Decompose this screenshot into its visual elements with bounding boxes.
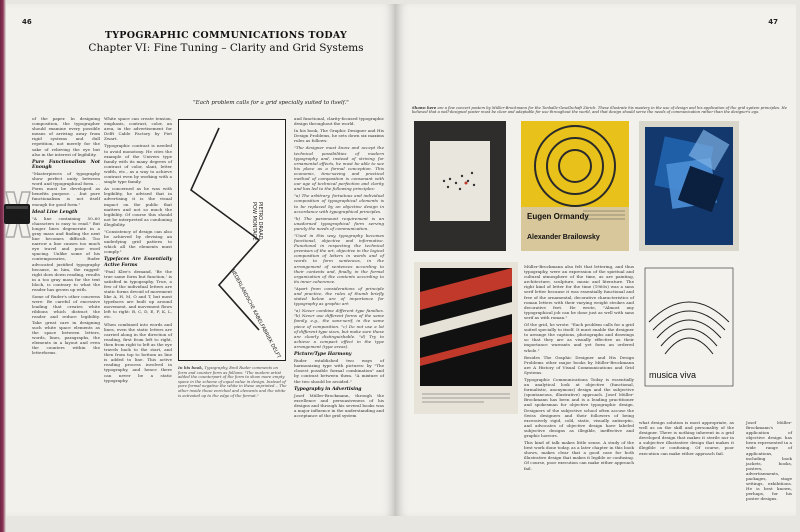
subheading: Pure Functionalism Not Enough xyxy=(32,159,100,170)
text-column-3 xyxy=(294,116,384,514)
page-number-right: 47 xyxy=(768,18,778,26)
paragraph: As concerned as he was with legibility, he advised that in advertising it is the visual impact on the public that matters and not so much the legibility. Of course this should not be interpreted as condoning illegibility. xyxy=(104,186,172,227)
right-text-column-3 xyxy=(746,420,792,510)
poster-pianist-name: Alexander Brailowsky xyxy=(527,234,600,241)
paragraph: "Consistency of design can also be achieved by devising an underlying grid pattern to which all the elements must comply." xyxy=(104,228,172,255)
paragraph: "Used in this way, typography becomes functional, objective and informative. Functional in respecting the technical premises of the art, objective in the logical composition of letters in words and of words to form sentences, in the arrangement of sentences according to their contents and, finally, in the formal organization of the contents according to its inner coherence. xyxy=(294,232,384,284)
poster-red-bands xyxy=(414,262,518,414)
poster-musica-viva xyxy=(639,262,739,414)
paragraph: "Masterpieces of typography show perfect unity between word and typographical form. . . Form must be developed as benefits purpose. . .but pure functionalism is not itself enough for good form." xyxy=(32,170,100,207)
poster-yellow-circles xyxy=(521,121,629,251)
chapter-header xyxy=(66,30,386,54)
paragraph: "b) The paramount requirement is an unadorned typographical form serving purely the needs of communication. xyxy=(294,215,384,231)
paragraph: "a) Never combine different type families. "b) Never use different forms of the same family, e.g., the sans-serif, in the same piece of composition. "c) Do not use a lot of different type sizes, but make sure these are clearly distinguishable. "d) Try to achieve a compact effect in the type arrangement (type areas). xyxy=(294,308,384,349)
zwart-advertisement-figure xyxy=(178,119,286,361)
subheading: Typography in Advertising xyxy=(294,386,362,392)
poster-conductor-name: Eugen Ormandy xyxy=(527,212,589,221)
subheading: Typefaces Are Essentially Active Forms xyxy=(104,257,172,268)
paragraph: what design solution is most appropriate, as well as on the skill and personality of the designer. There is nothing inherent in a grid developed design that makes it sterile nor in a subjective illustrative design that makes it illegible or confusing. Of course, poor execution can make either approach fail. xyxy=(639,420,734,456)
right-text-column-2 xyxy=(639,420,734,510)
text-column-2 xyxy=(104,116,172,514)
paragraph: This kind of talk makes little sense. A study of the best work done today, as a later chapter in this book shows, makes clear that a good case for both illustrative design that makes it legible or confusing. Of course, poor execution can make either approach fail. xyxy=(524,440,634,471)
paragraph: In his book, The Graphic Designer and His Design Problems, he sets down six maxims rules as follows: xyxy=(294,128,384,144)
paragraph: "Apart from considerations of principle and practice, the rules of thumb briefly stated below are of importance for typography as graphic art: xyxy=(294,285,384,307)
right-text-column-1 xyxy=(524,264,634,504)
posters-caption xyxy=(412,106,788,115)
subheading: Ideal Line Length xyxy=(32,209,78,215)
paragraph: Müller-Brockmann also felt that lettering, and thus typography, were an expression of the spiritual and cultural atmosphere of the time, as are painting, architecture, sculpture, music and literature. The right kind of letter for the time (1960s) was a sans serif letter because it was essentially functional and free of the ornamental, decorative characteristics of roman letters with their varying weight strokes and decorative feet. He wrote, "Almost any typographical job can be done just as well with sans serif as with roman." xyxy=(524,264,634,320)
binder-clip-icon xyxy=(0,190,36,240)
running-title: TYPOGRAPHIC COMMUNICATIONS TODAY xyxy=(104,30,348,41)
paragraph: Josef Müller-Brockmann, through the excellence and persuasiveness of his designs and through his several books was a major influence in the understanding and acceptance of the grid system xyxy=(294,392,384,419)
paragraph: "a) The arbitrary, fortuitous and individual composition of typographical elements is to be replaced by an objective design in accordance with typographical principles. xyxy=(294,193,384,214)
paragraph: Typographic contrast is needed to avoid monotony. He cites the example of the Univers type family with its many degrees of contrast of color, slant, letter width, etc., as a way to achieve contrast even by working with a single type family. xyxy=(104,143,172,185)
figure-vertical-text: NEDERLANDSCHE KABELFABRIEK DELFT xyxy=(229,268,282,360)
paragraph: Of the grid, he wrote: "Each problem calls for a grid suited specially to itself. It must enable the designer to arrange the captions, photographs and drawings so that they are as visually effective as their importance warrants and yet form an ordered whole." xyxy=(524,322,634,353)
zigzag-graphic xyxy=(179,120,285,360)
poster-title: musica viva xyxy=(649,370,697,380)
paragraph: Some of Ruder's other concerns were: Be careful of excessive leading that creates white ribbons which distract the reader and reduce legibility. Take great care in designing such white space elements as the space between letters, words, lines, paragraphs, the elements in a layout and even the counters within the letterforms. xyxy=(32,294,100,356)
page-number-left: 46 xyxy=(22,18,32,26)
figure-label-2: POW MONTAGE xyxy=(251,202,257,241)
paragraph: Ruder established two ways of harmonizing type with pictures: by "The closest possible formal combination" and by contrast between them. "A mixture of the two should be avoided." xyxy=(294,358,384,384)
figure-label-1: PIETRO DRAAD xyxy=(257,202,263,240)
pull-quote: "Each problem calls for a grid specially suited to itself." xyxy=(193,100,349,106)
text-column-1 xyxy=(32,116,100,514)
left-page xyxy=(6,4,396,516)
chapter-title: Chapter VI: Fine Tuning – Clarity and Grid Systems xyxy=(88,42,364,54)
right-page xyxy=(396,4,796,516)
paragraph: of the paper. In designing composition, the typographer should examine every possible means of arriving away from rigid systems and dull repetition, not merely for the sake of relieving the eye but also in the interest of legibility. xyxy=(32,116,100,157)
paragraph: Josef Müller-Brockmann's application of objective design has been represented in a wide range of applications, including book jackets, books, posters, advertisements, packages, stage settings, exhibitions. He is best known, perhaps, for his poster designs. xyxy=(746,420,792,502)
caption-text: Typography, Emil Ruder comments on form and counter form as follows: "The modern artist added the counterpart of the form to show more empty space in the scheme of equal value in design. Instead of pure formal negative the white in these unprinted... The other inside these enriched and elements and the white is activated up to the edge of the format." xyxy=(178,365,287,398)
paragraph: White space can create tension, emphasis, contrast, color, an area, in the advertisement for Delft Cable Factory by Piet Zwart. xyxy=(104,116,172,142)
paragraph: "Paul Klee's demand, 'Be the true same form but function,' is satisfied in typography. True, a few of the individual letters are static forms devoid of movement like A, H, M, O and T, but most typefaces are built up around movement, and movement flows left to right: B, C, D, E, F, K, L, etc. xyxy=(104,268,172,320)
paragraph: When combined into words and lines, even the static letters are carried along in the direction of reading, first from left to right, then from right to left as the eye travels back to the start, and then from top to bottom as line is added to line. This active reading process involved in typography, and hence there can never be a static typography. xyxy=(104,321,172,383)
caption-lead: In his book, xyxy=(178,365,204,370)
subheading: Picture/Type Harmony xyxy=(294,352,352,358)
paragraph: "The designer must know and accept the technical possibilities of modern typography and, instead of striving for ornamental effects, he must be able to see his place as a formal conception. This economic, time-saving and practical method of composition is consonant with our age of technical perfection and clarity and has led to the following principles: xyxy=(294,145,384,192)
figure-caption xyxy=(178,366,288,398)
caption-lead: Shown here xyxy=(412,106,437,110)
poster-dark-dots xyxy=(414,121,506,251)
paragraph: "A line containing 50–60 characters is easy to read." But longer lines degenerate in a gray mass and finding the next line becomes difficult. Too narrow a line causes too much eye travel and poor word spacing. Unlike some of his contemporaries, Ruder advocated justified typography because, in him, the ragged-right does down reading, results in a too gray mass for the text block, is contrary to what the reader has grown up with. xyxy=(32,215,100,292)
paragraph: Besides The Graphic Designer and His Design Problems other major books by Müller-Brockmann are A History of Visual Communications and Grid Systems. xyxy=(524,354,634,375)
paragraph: and functional, clarity-focused typographic design throughout the world. xyxy=(294,116,384,127)
poster-blue-squares xyxy=(639,121,739,251)
paragraph: Typographic Communications Today is essentially an analytical look at objective (functional, formalistic, anonymous) design and the subjective (spontaneous, illustrative) approach. Josef Müller-Brockmann has been and is a leading practitioner and spokesman for objective typographic design. Designers of the subjective school often accuse the Swiss designers and their followers of being excessively rigid, cold, static, visually antiseptic, and advocates of objective design have labeled subjective designs as illegible, ineffective and graphic horrors. xyxy=(524,376,634,438)
caption-text: are a few concert posters by Müller-Brockmann for the Tonhalle-Gesellschaft Zürich. These illustrate his mastery in the use of design and his application of the grid system principles. He believed that a well-designed poster must be clear and adaptable for use throughout the world, and that design should serve the needs of communication rather than the designer's ego. xyxy=(412,106,787,115)
